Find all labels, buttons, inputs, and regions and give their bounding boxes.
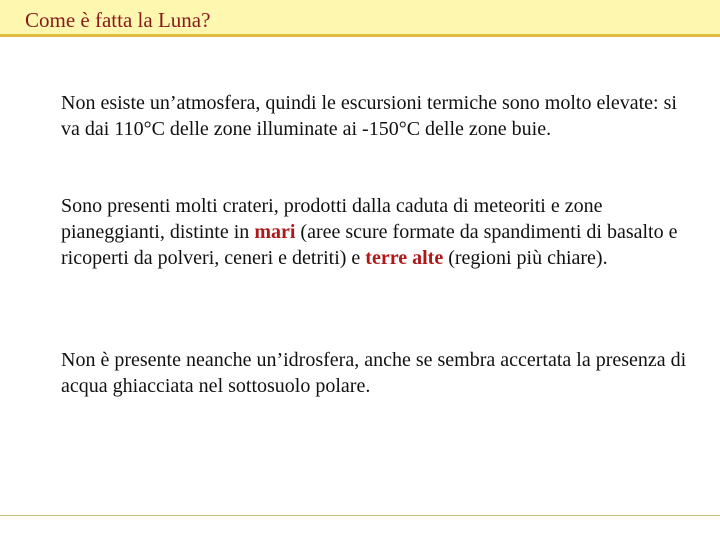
title-bar bbox=[0, 0, 720, 37]
text: (aree scure formate da spandimenti di basalto e ricoperti da polveri, ceneri e detriti) e bbox=[61, 221, 678, 269]
paragraph-surface bbox=[61, 193, 691, 271]
text: Sono presenti molti crateri, prodotti dalla caduta di meteoriti e zone pianeggianti, distinte in bbox=[61, 195, 603, 243]
footer-divider bbox=[0, 515, 720, 516]
text: (regioni più chiare). bbox=[443, 247, 608, 269]
term-mari: mari bbox=[254, 221, 296, 243]
paragraph-hydrosphere: Non è presente neanche un’idrosfera, anche se sembra accertata la presenza di acqua ghiacciata nel sottosuolo polare. bbox=[61, 349, 687, 397]
slide-title: Come è fatta la Luna? bbox=[25, 8, 211, 32]
paragraph-atmosphere: Non esiste un’atmosfera, quindi le escursioni termiche sono molto elevate: si va dai 110°C delle zone illuminate ai -150°C delle zone buie. bbox=[61, 92, 677, 140]
term-terre-alte: terre alte bbox=[365, 247, 444, 269]
